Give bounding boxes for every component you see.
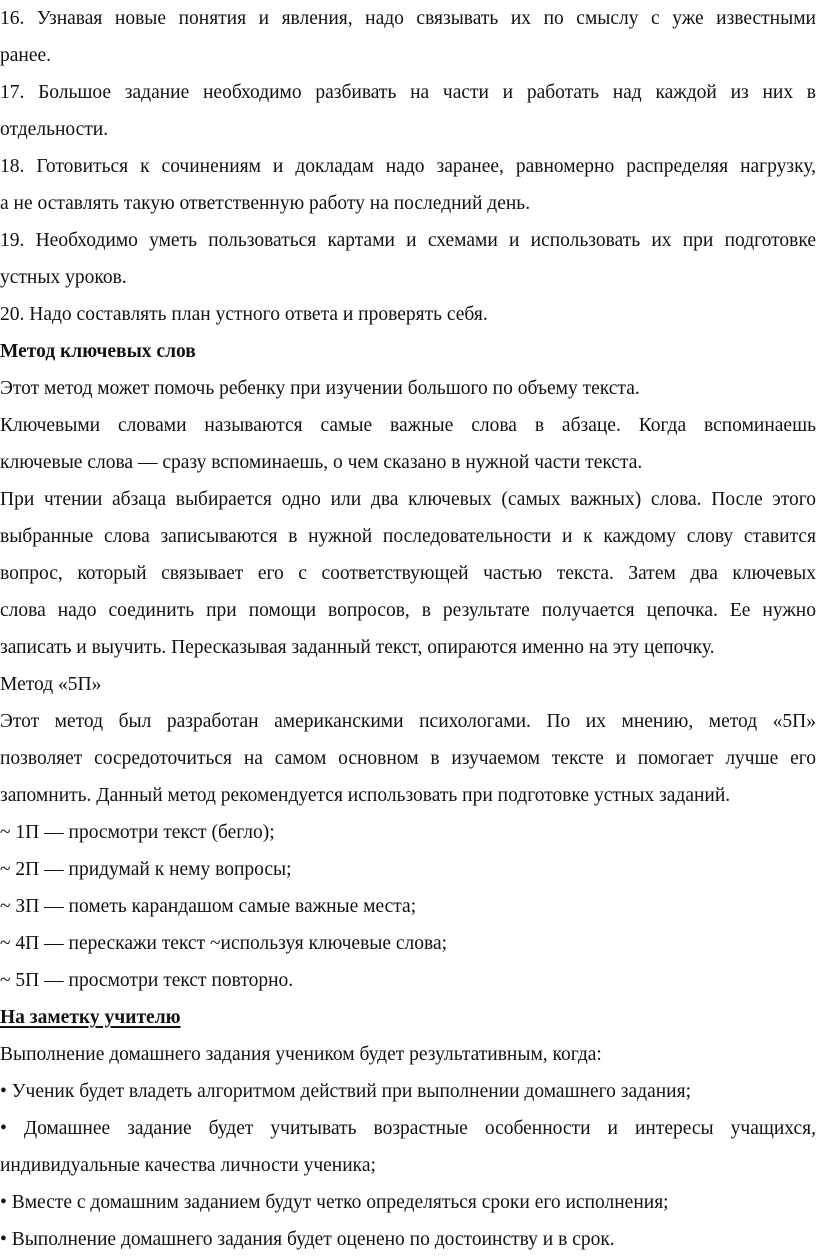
bullet-item: • Ученик будет владеть алгоритмом действий при выполнении домашнего задания; [0, 1081, 692, 1102]
heading-teacher-note: На заметку учителю [0, 1007, 181, 1028]
heading-5p-method: Метод «5П» [0, 674, 102, 695]
text-line: При чтении абзаца выбирается одно или два ключевых (самых важных) слова. После этого [0, 489, 816, 510]
bullet-item: • Вместе с домашним заданием будут четко определяться сроки его исполнения; [0, 1192, 669, 1213]
text-line: ключевые слова — сразу вспоминаешь, о чем сказано в нужной части текста. [0, 452, 643, 473]
text-line-rule-17: 17. Большое задание необходимо разбивать на части и работать над каждой из них в [0, 82, 816, 103]
list-item-2p: ~ 2П — придумай к нему вопросы; [0, 859, 292, 880]
text-line: индивидуальные качества личности ученика; [0, 1155, 376, 1176]
text-line: слова надо соединить при помощи вопросов, в результате получается цепочка. Ее нужно [0, 600, 816, 621]
text-line: устных уроков. [0, 267, 127, 288]
text-line-rule-20: 20. Надо составлять план устного ответа и проверять себя. [0, 304, 488, 325]
text-line: записать и выучить. Пересказывая заданный текст, опираются именно на эту цепочку. [0, 637, 715, 658]
text-line-rule-18: 18. Готовиться к сочинениям и докладам надо заранее, равномерно распределяя нагрузку, [0, 156, 816, 177]
text-line: отдельности. [0, 119, 109, 140]
text-line: а не оставлять такую ответственную работу на последний день. [0, 193, 531, 214]
list-item-5p: ~ 5П — просмотри текст повторно. [0, 970, 294, 991]
text-line: Ключевыми словами называются самые важные слова в абзаце. Когда вспоминаешь [0, 415, 816, 436]
bullet-item: • Домашнее задание будет учитывать возрастные особенности и интересы учащихся, [0, 1118, 816, 1139]
text-line: Этот метод может помочь ребенку при изучении большого по объему текста. [0, 378, 640, 399]
list-item-1p: ~ 1П — просмотри текст (бегло); [0, 822, 275, 843]
text-line: Этот метод был разработан американскими психологами. По их мнению, метод «5П» [0, 711, 816, 732]
text-line: позволяет сосредоточиться на самом основном в изучаемом тексте и помогает лучше его [0, 748, 816, 769]
text-line: Выполнение домашнего задания учеником будет результативным, когда: [0, 1044, 602, 1065]
text-line: ранее. [0, 45, 52, 66]
list-item-4p: ~ 4П — перескажи текст ~используя ключевые слова; [0, 933, 448, 954]
bullet-item: • Выполнение домашнего задания будет оценено по достоинству и в срок. [0, 1229, 615, 1250]
text-line: выбранные слова записываются в нужной последовательности и к каждому слову ставится [0, 526, 816, 547]
list-item-3p: ~ ЗП — пометь карандашом самые важные места; [0, 896, 417, 917]
text-line: запомнить. Данный метод рекомендуется использовать при подготовке устных заданий. [0, 785, 731, 806]
text-line-rule-16: 16. Узнавая новые понятия и явления, надо связывать их по смыслу с уже известными [0, 8, 816, 29]
heading-keywords-method: Метод ключевых слов [0, 341, 196, 362]
text-line: вопрос, который связывает его с соответствующей частью текста. Затем два ключевых [0, 563, 816, 584]
text-line-rule-19: 19. Необходимо уметь пользоваться картами и схемами и использовать их при подготовке [0, 230, 816, 251]
